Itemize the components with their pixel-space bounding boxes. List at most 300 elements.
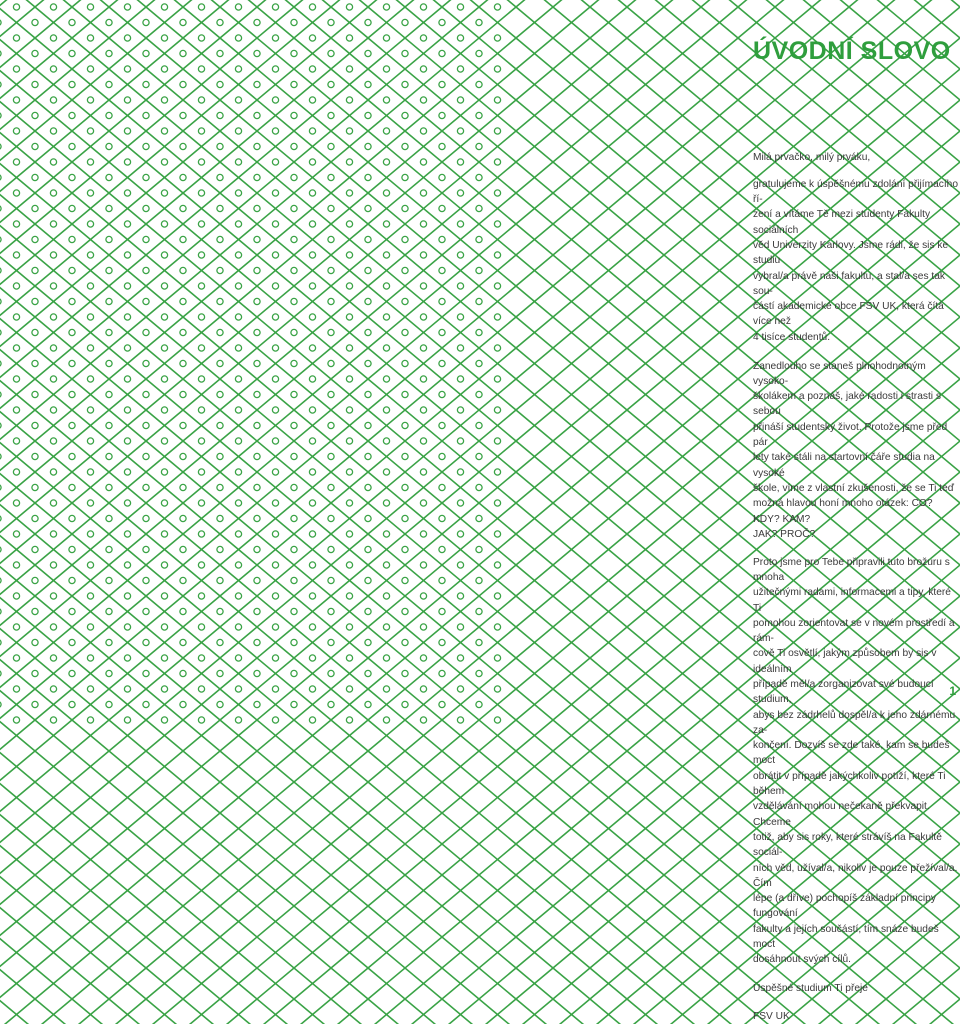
pattern-circle — [198, 717, 204, 723]
pattern-circle — [309, 4, 315, 10]
pattern-circle — [476, 205, 482, 211]
pattern-circle — [124, 500, 130, 506]
pattern-circle — [402, 391, 408, 397]
pattern-circle — [217, 360, 223, 366]
pattern-circle — [476, 546, 482, 552]
pattern-circle — [198, 4, 204, 10]
pattern-circle — [309, 407, 315, 413]
pattern-circle — [32, 50, 38, 56]
pattern-circle — [87, 500, 93, 506]
pattern-circle — [50, 376, 56, 382]
pattern-circle — [198, 314, 204, 320]
pattern-circle — [161, 252, 167, 258]
pattern-circle — [106, 701, 112, 707]
pattern-circle — [143, 515, 149, 521]
pattern-circle — [291, 546, 297, 552]
pattern-circle — [439, 701, 445, 707]
pattern-circle — [143, 236, 149, 242]
closing-line: Úspěšné studium Ti přeje — [753, 982, 868, 994]
pattern-circle — [328, 701, 334, 707]
pattern-circle — [383, 283, 389, 289]
pattern-circle — [124, 4, 130, 10]
pattern-circle — [0, 112, 1, 118]
pattern-circle — [235, 624, 241, 630]
pattern-circle — [383, 655, 389, 661]
pattern-circle — [161, 655, 167, 661]
pattern-circle — [87, 97, 93, 103]
pattern-circle — [106, 50, 112, 56]
pattern-circle — [235, 190, 241, 196]
pattern-circle — [32, 360, 38, 366]
pattern-circle — [198, 221, 204, 227]
pattern-circle — [291, 112, 297, 118]
pattern-circle — [365, 19, 371, 25]
pattern-circle — [32, 670, 38, 676]
pattern-circle — [494, 66, 500, 72]
pattern-circle — [217, 143, 223, 149]
pattern-circle — [254, 236, 260, 242]
pattern-circle — [272, 624, 278, 630]
pattern-circle — [161, 438, 167, 444]
pattern-circle — [235, 500, 241, 506]
pattern-circle — [106, 143, 112, 149]
pattern-circle — [180, 50, 186, 56]
pattern-circle — [439, 422, 445, 428]
pattern-circle — [346, 128, 352, 134]
pattern-circle — [161, 407, 167, 413]
pattern-circle — [0, 639, 1, 645]
pattern-circle — [439, 329, 445, 335]
pattern-circle — [494, 438, 500, 444]
pattern-circle — [69, 112, 75, 118]
page-title: ÚVODNÍ SLOVO — [753, 37, 951, 65]
pattern-circle — [180, 143, 186, 149]
pattern-circle — [328, 236, 334, 242]
pattern-circle — [476, 174, 482, 180]
pattern-circle — [87, 283, 93, 289]
pattern-circle — [402, 515, 408, 521]
pattern-circle — [346, 376, 352, 382]
pattern-circle — [254, 670, 260, 676]
pattern-circle — [291, 577, 297, 583]
pattern-circle — [143, 81, 149, 87]
pattern-circle — [124, 35, 130, 41]
pattern-circle — [32, 639, 38, 645]
pattern-circle — [32, 112, 38, 118]
pattern-circle — [402, 577, 408, 583]
pattern-circle — [106, 577, 112, 583]
pattern-circle — [106, 81, 112, 87]
pattern-circle — [161, 221, 167, 227]
pattern-circle — [494, 655, 500, 661]
pattern-circle — [32, 391, 38, 397]
pattern-circle — [494, 531, 500, 537]
pattern-circle — [235, 128, 241, 134]
pattern-circle — [272, 655, 278, 661]
pattern-circle — [69, 81, 75, 87]
pattern-circle — [365, 329, 371, 335]
pattern-circle — [106, 267, 112, 273]
pattern-circle — [476, 515, 482, 521]
pattern-circle — [383, 686, 389, 692]
pattern-circle — [439, 577, 445, 583]
pattern-circle — [32, 608, 38, 614]
pattern-circle — [309, 128, 315, 134]
text-column — [753, 0, 960, 1022]
pattern-circle — [328, 143, 334, 149]
pattern-circle — [309, 686, 315, 692]
pattern-circle — [291, 50, 297, 56]
pattern-circle — [420, 314, 426, 320]
pattern-circle — [124, 717, 130, 723]
pattern-circle — [402, 236, 408, 242]
pattern-circle — [161, 66, 167, 72]
pattern-circle — [439, 50, 445, 56]
pattern-circle — [346, 593, 352, 599]
pattern-circle — [494, 717, 500, 723]
pattern-circle — [365, 422, 371, 428]
pattern-circle — [124, 159, 130, 165]
pattern-circle — [439, 670, 445, 676]
pattern-circle — [383, 221, 389, 227]
pattern-circle — [439, 484, 445, 490]
pattern-circle — [272, 593, 278, 599]
pattern-circle — [180, 391, 186, 397]
pattern-circle — [402, 608, 408, 614]
pattern-circle — [0, 670, 1, 676]
pattern-circle — [420, 97, 426, 103]
pattern-circle — [32, 19, 38, 25]
paragraph-brochure-purpose: Proto jsme pro Tebe připravili tuto brožuru s mnoha užitečnými radami, informacemi a tipy, které Ti pomohou zorientovat se v novém prostředí a rám- cově Ti osvětlí, jakým způsobem by sis v ideálním případě měl/a zorganizovat své budoucí studium, abys bez zádrhelů dospěl/a k jeho zdárnému za- končení. Dozvíš se zde také, kam se budeš moct obrátit v případě jakýchkoliv potíží, které Ti během vzdělávání mohou nečekaně překvapit. Chceme totiž, aby sis roky, které strávíš na Fakultě sociál- ních věd, užíval/a, nikoliv je pouze přežíval/a. Čím lépe (a dříve) pochopíš základní principy fungování fakulty a jejích součástí, tím snáze budeš moct dosáhnout svých cílů. — [753, 556, 958, 966]
pattern-circle — [198, 624, 204, 630]
pattern-circle — [272, 252, 278, 258]
pattern-circle — [457, 593, 463, 599]
pattern-circle — [106, 546, 112, 552]
pattern-circle — [254, 50, 260, 56]
pattern-circle — [383, 531, 389, 537]
pattern-circle — [143, 391, 149, 397]
pattern-circle — [494, 128, 500, 134]
pattern-circle — [217, 298, 223, 304]
pattern-circle — [143, 329, 149, 335]
pattern-circle — [309, 593, 315, 599]
pattern-circle — [346, 35, 352, 41]
pattern-circle — [328, 19, 334, 25]
pattern-circle — [198, 593, 204, 599]
pattern-circle — [291, 391, 297, 397]
pattern-circle — [272, 4, 278, 10]
pattern-circle — [106, 422, 112, 428]
pattern-circle — [143, 205, 149, 211]
pattern-circle — [143, 143, 149, 149]
pattern-circle — [494, 469, 500, 475]
pattern-circle — [476, 360, 482, 366]
pattern-circle — [13, 624, 19, 630]
pattern-circle — [439, 236, 445, 242]
pattern-circle — [402, 360, 408, 366]
pattern-circle — [198, 35, 204, 41]
pattern-circle — [494, 686, 500, 692]
pattern-circle — [124, 97, 130, 103]
pattern-circle — [198, 159, 204, 165]
pattern-circle — [180, 81, 186, 87]
pattern-circle — [383, 4, 389, 10]
pattern-circle — [328, 298, 334, 304]
pattern-circle — [365, 639, 371, 645]
pattern-circle — [124, 562, 130, 568]
pattern-circle — [402, 174, 408, 180]
pattern-circle — [494, 35, 500, 41]
pattern-circle — [106, 205, 112, 211]
pattern-circle — [365, 360, 371, 366]
pattern-circle — [346, 469, 352, 475]
pattern-circle — [272, 314, 278, 320]
pattern-circle — [346, 97, 352, 103]
pattern-circle — [328, 608, 334, 614]
pattern-circle — [383, 66, 389, 72]
pattern-circle — [50, 66, 56, 72]
pattern-circle — [198, 469, 204, 475]
pattern-circle — [106, 112, 112, 118]
pattern-circle — [124, 655, 130, 661]
pattern-circle — [235, 686, 241, 692]
pattern-circle — [198, 283, 204, 289]
pattern-circle — [457, 345, 463, 351]
pattern-circle — [124, 345, 130, 351]
pattern-circle — [235, 221, 241, 227]
pattern-circle — [309, 97, 315, 103]
pattern-circle — [272, 469, 278, 475]
pattern-circle — [494, 562, 500, 568]
pattern-circle — [272, 221, 278, 227]
pattern-circle — [346, 190, 352, 196]
pattern-circle — [69, 205, 75, 211]
pattern-circle — [13, 562, 19, 568]
pattern-circle — [69, 701, 75, 707]
pattern-circle — [143, 701, 149, 707]
pattern-circle — [161, 624, 167, 630]
pattern-circle — [383, 717, 389, 723]
pattern-circle — [161, 128, 167, 134]
pattern-circle — [143, 298, 149, 304]
pattern-circle — [13, 4, 19, 10]
paragraph-student-life: Zanedlouho se staneš plnohodnotným vysoko- školákem a poznáš, jaké radosti i strasti s sebou přináší studentský život. Protože jsme před pár lety také stáli na startovní čáře studia na vysoké škole, víme z vlastní zkušenosti, že se Ti teď možná hlavou honí mnoho otázek: CO? KDY? KAM? JAK? PROČ? — [753, 360, 955, 540]
pattern-circle — [50, 655, 56, 661]
pattern-circle — [494, 252, 500, 258]
pattern-circle — [309, 221, 315, 227]
pattern-circle — [272, 35, 278, 41]
pattern-circle — [143, 670, 149, 676]
pattern-circle — [50, 562, 56, 568]
pattern-circle — [32, 298, 38, 304]
pattern-circle — [383, 97, 389, 103]
pattern-circle — [143, 19, 149, 25]
pattern-circle — [235, 531, 241, 537]
pattern-circle — [0, 422, 1, 428]
pattern-circle — [235, 562, 241, 568]
pattern-circle — [69, 453, 75, 459]
pattern-circle — [328, 484, 334, 490]
pattern-circle — [420, 4, 426, 10]
pattern-circle — [161, 190, 167, 196]
pattern-circle — [402, 81, 408, 87]
pattern-circle — [365, 577, 371, 583]
pattern-circle — [383, 190, 389, 196]
pattern-circle — [13, 97, 19, 103]
pattern-circle — [291, 608, 297, 614]
paragraph-welcome: gratulujeme k úspěšnému zdolání přijímacího ří- zení a vítáme Tě mezi studenty Fakulty sociálních věd Univerzity Karlovy. Jsme rádi, že sis ke studiu vybral/a právě naši fakultu, a stal/a ses tak sou- částí akademické obce FSV UK, která čítá více než 4 tisíce studentů. — [753, 178, 958, 343]
pattern-circle — [383, 407, 389, 413]
pattern-circle — [365, 298, 371, 304]
pattern-circle — [106, 236, 112, 242]
pattern-circle — [439, 453, 445, 459]
pattern-circle — [254, 391, 260, 397]
pattern-circle — [143, 546, 149, 552]
pattern-circle — [50, 283, 56, 289]
pattern-circle — [291, 205, 297, 211]
pattern-circle — [32, 422, 38, 428]
pattern-circle — [309, 717, 315, 723]
pattern-circle — [420, 469, 426, 475]
pattern-circle — [457, 686, 463, 692]
pattern-circle — [254, 577, 260, 583]
pattern-circle — [180, 484, 186, 490]
pattern-circle — [50, 345, 56, 351]
pattern-circle — [69, 329, 75, 335]
pattern-circle — [50, 407, 56, 413]
pattern-circle — [365, 205, 371, 211]
pattern-circle — [198, 97, 204, 103]
pattern-circle — [457, 717, 463, 723]
pattern-circle — [365, 143, 371, 149]
pattern-circle — [235, 66, 241, 72]
pattern-circle — [69, 422, 75, 428]
pattern-circle — [198, 66, 204, 72]
pattern-circle — [198, 128, 204, 134]
pattern-circle — [439, 546, 445, 552]
pattern-circle — [143, 453, 149, 459]
pattern-circle — [32, 174, 38, 180]
pattern-circle — [439, 205, 445, 211]
pattern-circle — [476, 81, 482, 87]
pattern-circle — [13, 314, 19, 320]
pattern-circle — [180, 701, 186, 707]
pattern-circle — [383, 438, 389, 444]
pattern-circle — [50, 314, 56, 320]
pattern-circle — [254, 453, 260, 459]
pattern-circle — [254, 515, 260, 521]
pattern-circle — [328, 422, 334, 428]
pattern-circle — [476, 701, 482, 707]
pattern-circle — [457, 35, 463, 41]
pattern-circle — [32, 701, 38, 707]
pattern-circle — [328, 577, 334, 583]
pattern-circle — [106, 484, 112, 490]
pattern-circle — [235, 593, 241, 599]
pattern-circle — [50, 469, 56, 475]
pattern-circle — [402, 701, 408, 707]
pattern-circle — [235, 97, 241, 103]
pattern-circle — [0, 515, 1, 521]
pattern-circle — [494, 159, 500, 165]
pattern-circle — [217, 422, 223, 428]
pattern-circle — [32, 267, 38, 273]
pattern-circle — [476, 112, 482, 118]
pattern-circle — [457, 128, 463, 134]
pattern-circle — [198, 345, 204, 351]
pattern-circle — [124, 407, 130, 413]
pattern-circle — [87, 562, 93, 568]
pattern-circle — [87, 190, 93, 196]
pattern-circle — [365, 608, 371, 614]
pattern-circle — [235, 655, 241, 661]
pattern-circle — [457, 159, 463, 165]
pattern-circle — [420, 593, 426, 599]
pattern-circle — [180, 267, 186, 273]
pattern-circle — [254, 143, 260, 149]
pattern-circle — [217, 174, 223, 180]
pattern-circle — [457, 190, 463, 196]
pattern-circle — [383, 128, 389, 134]
pattern-circle — [217, 205, 223, 211]
pattern-circle — [420, 252, 426, 258]
pattern-circle — [439, 81, 445, 87]
pattern-circle — [346, 531, 352, 537]
pattern-circle — [346, 4, 352, 10]
pattern-circle — [365, 267, 371, 273]
pattern-circle — [217, 701, 223, 707]
pattern-circle — [291, 174, 297, 180]
pattern-circle — [272, 500, 278, 506]
pattern-circle — [69, 670, 75, 676]
pattern-circle — [457, 4, 463, 10]
pattern-circle — [494, 97, 500, 103]
pattern-circle — [13, 66, 19, 72]
pattern-circle — [494, 4, 500, 10]
pattern-circle — [0, 360, 1, 366]
pattern-circle — [272, 66, 278, 72]
pattern-circle — [180, 577, 186, 583]
pattern-circle — [254, 546, 260, 552]
pattern-circle — [32, 515, 38, 521]
pattern-circle — [309, 159, 315, 165]
pattern-circle — [124, 128, 130, 134]
pattern-circle — [272, 128, 278, 134]
pattern-circle — [143, 639, 149, 645]
pattern-circle — [13, 159, 19, 165]
pattern-circle — [106, 329, 112, 335]
pattern-circle — [457, 97, 463, 103]
pattern-circle — [439, 267, 445, 273]
pattern-circle — [87, 469, 93, 475]
pattern-circle — [328, 453, 334, 459]
pattern-circle — [309, 35, 315, 41]
pattern-circle — [476, 298, 482, 304]
pattern-circle — [346, 345, 352, 351]
pattern-circle — [476, 608, 482, 614]
pattern-circle — [217, 81, 223, 87]
pattern-circle — [254, 205, 260, 211]
pattern-circle — [87, 128, 93, 134]
pattern-circle — [254, 360, 260, 366]
pattern-circle — [32, 329, 38, 335]
pattern-circle — [291, 19, 297, 25]
pattern-circle — [365, 484, 371, 490]
pattern-circle — [180, 515, 186, 521]
pattern-circle — [50, 593, 56, 599]
pattern-circle — [365, 453, 371, 459]
page-number: 1 — [949, 684, 956, 698]
